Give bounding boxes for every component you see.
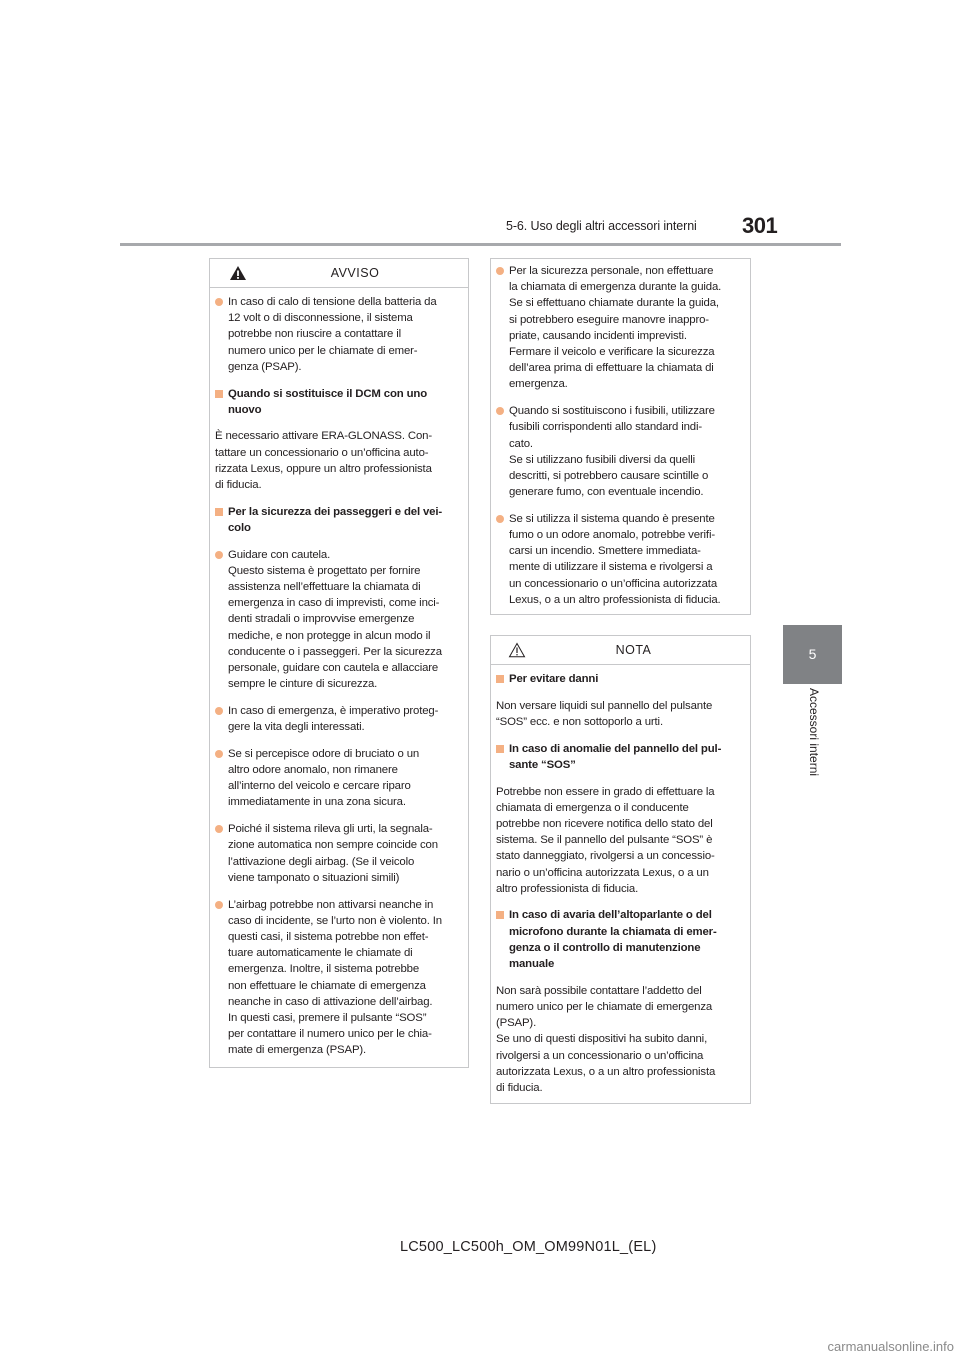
text-line: gere la vita degli interessati. [228,721,365,734]
text-line: caso di incidente, se l’urto non è violento. In [228,914,442,927]
text-line: carsi un incendio. Smettere immediata- [509,545,701,558]
text-line: autorizzata Lexus, o a un altro professionista [496,1065,716,1078]
text-line: descritti, si potrebbero causare scintille o [509,469,709,482]
text-line: rivolgersi a un concessionario o un’officina [496,1049,704,1062]
text-line: l’attivazione degli airbag. (Se il veicolo [228,855,415,868]
text-line: “SOS” ecc. e non sottoporlo a urti. [496,715,663,728]
watermark: carmanualsonline.info [827,1339,954,1354]
text-line: Questo sistema è progettato per fornire [228,564,421,577]
text-line: Se si utilizza il sistema quando è presente [509,512,715,525]
text-line: immediatamente in una zona sicura. [228,796,406,809]
text-line: emergenza. Inoltre, il sistema potrebbe [228,963,420,976]
text-line: emergenza in caso di imprevisti, come inci- [228,597,440,610]
text-line: un concessionario o un’officina autorizzata [509,577,717,590]
text-line: assistenza nell’effettuare la chiamata di [228,581,421,594]
bullet-dot-icon [215,750,223,758]
text-line: di fiducia. [215,479,262,492]
text-line: non effettuare le chiamate di emergenza [228,979,426,992]
warning-header [210,259,468,288]
text-line: In caso di avaria dell’altoparlante o del [509,909,712,922]
text-line: In caso di calo di tensione della batteria da [228,296,437,308]
text-line: dell’area prima di effettuare la chiamata di [509,362,714,375]
text-line: stato danneggiato, rivolgersi a un concessio- [496,850,715,863]
text-line: In questi casi, premere il pulsante “SOS” [228,1011,427,1024]
note-content [491,665,750,1096]
text-line: altro odore anomalo, non rimanere [228,764,398,777]
content-subhead [496,907,742,972]
content-bullet [215,897,460,1059]
text-line: Per la sicurezza dei passeggeri e del vei- [228,505,443,518]
text-line: per contattare il numero unico per le chia- [228,1028,432,1041]
warning-continuation-box [490,258,751,615]
text-line: colo [228,521,251,534]
text-line: di fiducia. [496,1081,543,1094]
bullet-dot-icon [496,267,504,275]
content-para [496,983,742,1096]
text-line: conducente o i passeggeri. Per la sicurezza [228,645,442,658]
text-line: nario o un’officina autorizzata Lexus, o a un [496,866,709,879]
text-line: sante “SOS” [509,758,576,771]
text-line: viene tamponato o situazioni simili) [228,871,400,884]
text-line: In caso di emergenza, è imperativo proteg- [228,704,439,717]
content-bullet [215,821,460,886]
text-line: personale, guidare con cautela e allacciare [228,662,439,675]
text-line: Poiché il sistema rileva gli urti, la segnala- [228,823,433,836]
text-line: L’airbag potrebbe non attivarsi neanche in [228,898,434,911]
bullet-dot-icon [215,825,223,833]
note-title: NOTA [615,643,652,657]
content-bullet [215,547,460,693]
text-line: denti stradali o improvvise emergenze [228,613,415,626]
text-line: potrebbe non riuscire a contattare il [228,328,402,341]
text-line: generare fumo, con eventuale incendio. [509,486,704,499]
text-line: fumo o un odore anomalo, potrebbe verifi- [509,529,715,542]
text-line: Guidare con cautela. [228,548,331,561]
content-subhead [215,386,460,418]
chapter-number: 5 [808,646,817,662]
text-line: microfono durante la chiamata di emer- [509,925,717,938]
text-line: 12 volt o di disconnessione, il sistema [228,312,413,325]
warning-content [210,288,468,1059]
caution-triangle-icon [508,642,526,658]
page-number: 301 [742,213,778,238]
text-line: neanche in caso di attivazione dell’airbag. [228,995,433,1008]
text-line: Non sarà possibile contattare l’addetto del [496,984,702,997]
text-line: tuare automaticamente le chiamate di [228,947,413,960]
text-line: In caso di anomalie del pannello del pul- [509,742,722,755]
chapter-label: Accessori interni [807,688,821,777]
text-line: Non versare liquidi sul pannello del pulsante [496,699,713,712]
text-line: altro professionista di fiducia. [496,882,639,895]
text-line: priate, causando incidenti imprevisti. [509,329,687,342]
text-line: si potrebbero eseguire manovre inappro- [509,313,709,326]
content-para [496,698,742,730]
text-line: Quando si sostituiscono i fusibili, utilizzare [509,405,715,418]
bullet-dot-icon [215,707,223,715]
footer-model-code: LC500_LC500h_OM_OM99N01L_(EL) [400,1239,657,1255]
text-line: Se si utilizzano fusibili diversi da quelli [509,453,696,466]
text-line: emergenza. [509,378,568,391]
text-line: (PSAP). [496,1017,537,1030]
subhead-square-icon [496,675,504,683]
text-line: zione automatica non sempre coincide con [228,839,438,852]
bullet-dot-icon [215,901,223,909]
text-line: Per evitare danni [509,673,599,685]
bullet-dot-icon [215,551,223,559]
subhead-square-icon [215,390,223,398]
chapter-tab [783,625,842,684]
content-para [215,428,460,493]
text-line: Per la sicurezza personale, non effettuare [509,265,714,277]
header-section-title: 5-6. Uso degli altri accessori interni [506,219,697,233]
bullet-dot-icon [215,298,223,306]
text-line: rizzata Lexus, oppure un altro professionista [215,462,432,475]
text-line: all’interno del veicolo e cercare riparo [228,780,411,793]
text-line: mediche, e non protegge in alcun modo il [228,629,431,642]
text-line: chiamata di emergenza o il conducente [496,801,689,814]
subhead-square-icon [496,911,504,919]
subhead-square-icon [215,508,223,516]
text-line: Se si effettuano chiamate durante la guida, [509,297,719,310]
content-bullet [496,403,742,500]
text-line: Se uno di questi dispositivi ha subito danni, [496,1033,708,1046]
bullet-dot-icon [496,407,504,415]
content-bullet [496,263,742,393]
bullet-dot-icon [496,515,504,523]
content-bullet [215,703,460,735]
content-subhead [496,671,742,687]
text-line: numero unico per le chiamate di emergenza [496,1000,713,1013]
text-line: mate di emergenza (PSAP). [228,1044,367,1057]
text-line: sistema. Se il pannello del pulsante “SOS” è [496,834,713,847]
text-line: questi casi, il sistema potrebbe non effet- [228,930,429,943]
content-subhead [215,504,460,536]
content-bullet [215,294,460,375]
text-line: mente di utilizzare il sistema e rivolgersi a [509,561,713,574]
content-subhead [496,741,742,773]
text-line: manuale [509,958,555,971]
content-bullet [496,511,742,608]
text-line: potrebbe non ricevere notifica dello stato del [496,817,713,830]
text-line: nuovo [228,403,262,416]
text-line: fusibili corrispondenti allo standard indi- [509,421,702,434]
text-line: numero unico per le chiamate di emer- [228,344,418,357]
header-rule [120,243,841,246]
subhead-square-icon [496,745,504,753]
warning-continuation-content [491,259,750,608]
text-line: genza (PSAP). [228,360,302,373]
content-bullet [215,746,460,811]
text-line: la chiamata di emergenza durante la guida. [509,281,722,294]
text-line: È necessario attivare ERA-GLONASS. Con- [215,430,432,443]
text-line: Se si percepisce odore di bruciato o un [228,747,420,760]
note-box [490,635,751,1104]
warning-box [209,258,469,1068]
note-header [491,636,750,665]
text-line: Fermare il veicolo e verificare la sicurezza [509,346,715,359]
text-line: Potrebbe non essere in grado di effettuare la [496,785,715,798]
text-line: sempre le cinture di sicurezza. [228,678,378,691]
text-line: cato. [509,437,533,450]
warning-title: AVVISO [330,266,380,280]
warning-triangle-icon [229,265,247,281]
text-line: Lexus, o a un altro professionista di fiducia. [509,593,721,606]
content-para [496,784,742,897]
text-line: genza o il controllo di manutenzione [509,941,701,954]
text-line: tattare un concessionario o un’officina auto- [215,446,429,459]
text-line: Quando si sostituisce il DCM con uno [228,387,428,400]
